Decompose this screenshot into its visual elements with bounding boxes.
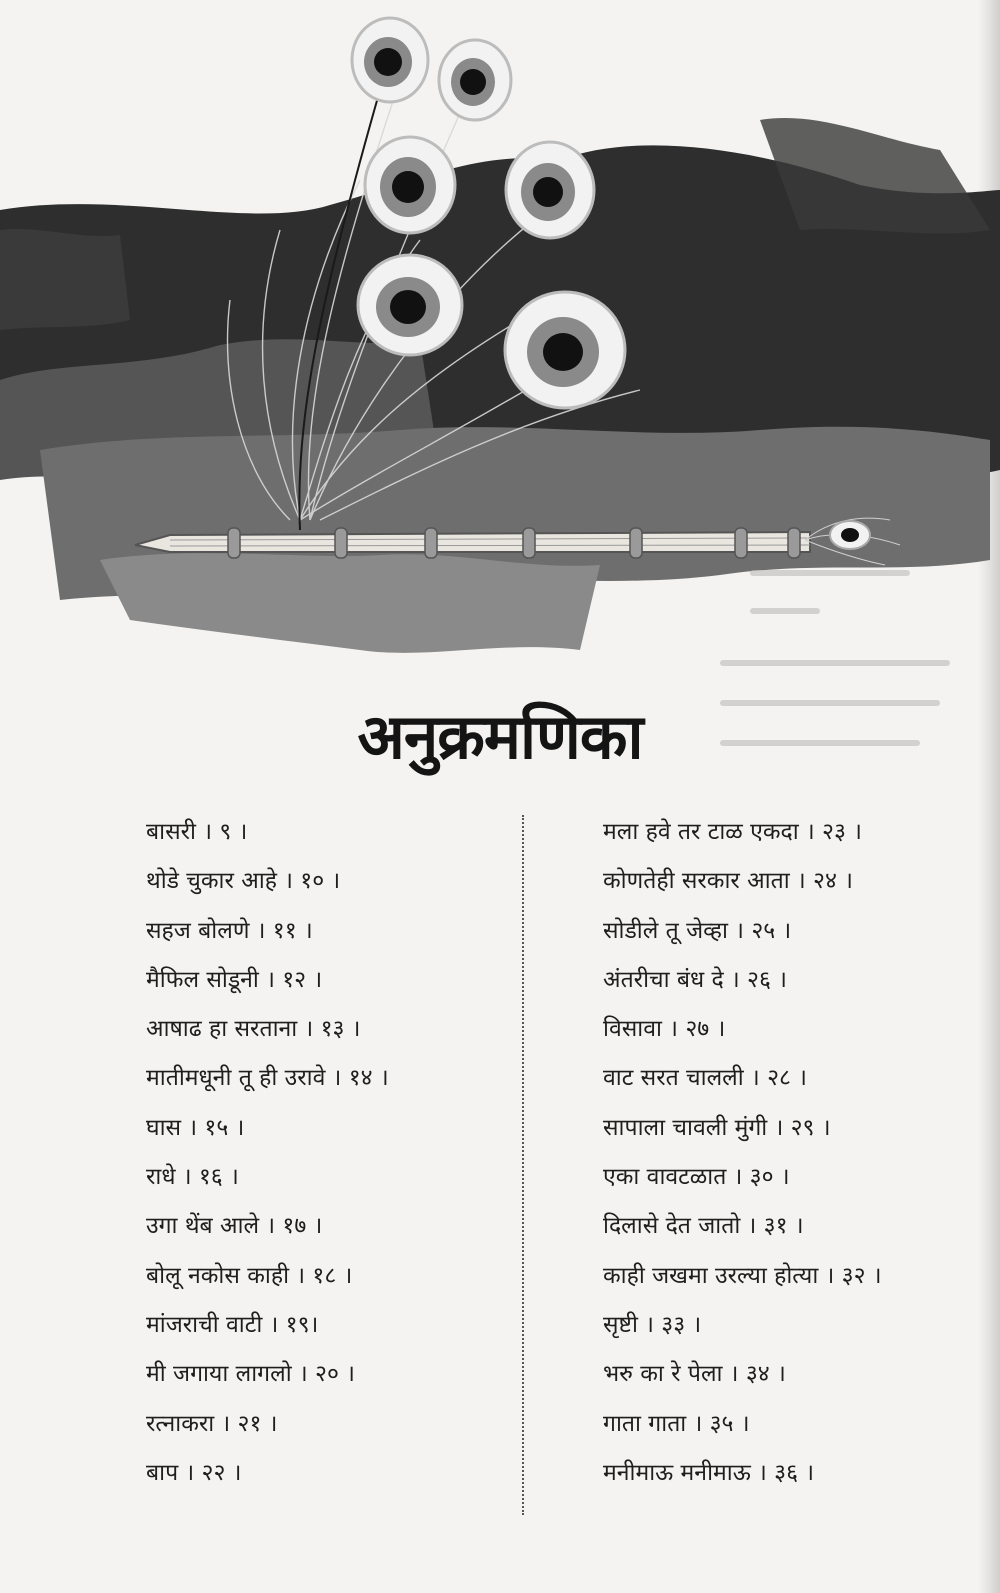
toc-entry: थोडे चुकार आहे । १० ।	[146, 868, 341, 895]
toc-entry: सापाला चावली मुंगी । २९ ।	[603, 1114, 831, 1141]
toc-entry: आषाढ हा सरताना । १३ ।	[146, 1016, 361, 1043]
toc-entry: बासरी । ९ ।	[146, 819, 248, 845]
toc-entry: घास । १५ ।	[146, 1114, 245, 1141]
column-divider	[522, 815, 524, 1515]
toc-entry: सहज बोलणे । ११ ।	[146, 917, 313, 944]
peacock-eye	[506, 142, 594, 238]
toc-entry: सोडीले तू जेव्हा । २५ ।	[603, 917, 792, 944]
page-title: अनुक्रमणिका	[357, 699, 643, 773]
toc-entry: बोलू नकोस काही । १८ ।	[146, 1262, 353, 1289]
peacock-eye	[365, 137, 455, 233]
toc-entry: विसावा । २७ ।	[603, 1016, 726, 1043]
peacock-eye	[439, 40, 511, 120]
toc-entry: मैफिल सोडूनी । १२ ।	[146, 966, 323, 993]
toc-entry: अंतरीचा बंध दे । २६ ।	[603, 966, 788, 993]
peacock-eye	[352, 18, 428, 102]
toc-entry: उगा थेंब आले । १७ ।	[146, 1213, 323, 1240]
toc-entry: मी जगाया लागलो । २० ।	[146, 1361, 355, 1388]
toc-entry: वाट सरत चालली । २८ ।	[603, 1065, 808, 1092]
toc-entry: एका वावटळात । ३० ।	[603, 1164, 790, 1191]
toc-right-column	[603, 808, 983, 1498]
toc-entry: रत्नाकरा । २१ ।	[146, 1410, 278, 1437]
toc-entry: सृष्टी । ३३ ।	[603, 1311, 702, 1338]
toc-entry: गाता गाता । ३५ ।	[603, 1410, 750, 1437]
toc-entry: मला हवे तर टाळ एकदा । २३ ।	[603, 819, 862, 845]
toc-left-column	[146, 808, 506, 1498]
toc-entry: बाप । २२ ।	[146, 1459, 242, 1486]
toc-entry: मनीमाऊ मनीमाऊ । ३६ ।	[603, 1459, 815, 1486]
toc-entry: राधे । १६ ।	[146, 1164, 239, 1191]
toc-entry: मांजराची वाटी । १९।	[146, 1311, 319, 1338]
peacock-eye	[358, 255, 462, 355]
toc-entry: काही जखमा उरल्या होत्या । ३२ ।	[603, 1262, 882, 1289]
toc-entry: कोणतेही सरकार आता । २४ ।	[603, 868, 853, 895]
toc-entry: दिलासे देत जातो । ३१ ।	[603, 1213, 804, 1240]
toc-entry: भरु का रे पेला । ३४ ।	[603, 1361, 786, 1388]
toc-entry: मातीमधूनी तू ही उरावे । १४ ।	[146, 1065, 389, 1092]
peacock-eye	[505, 292, 625, 408]
